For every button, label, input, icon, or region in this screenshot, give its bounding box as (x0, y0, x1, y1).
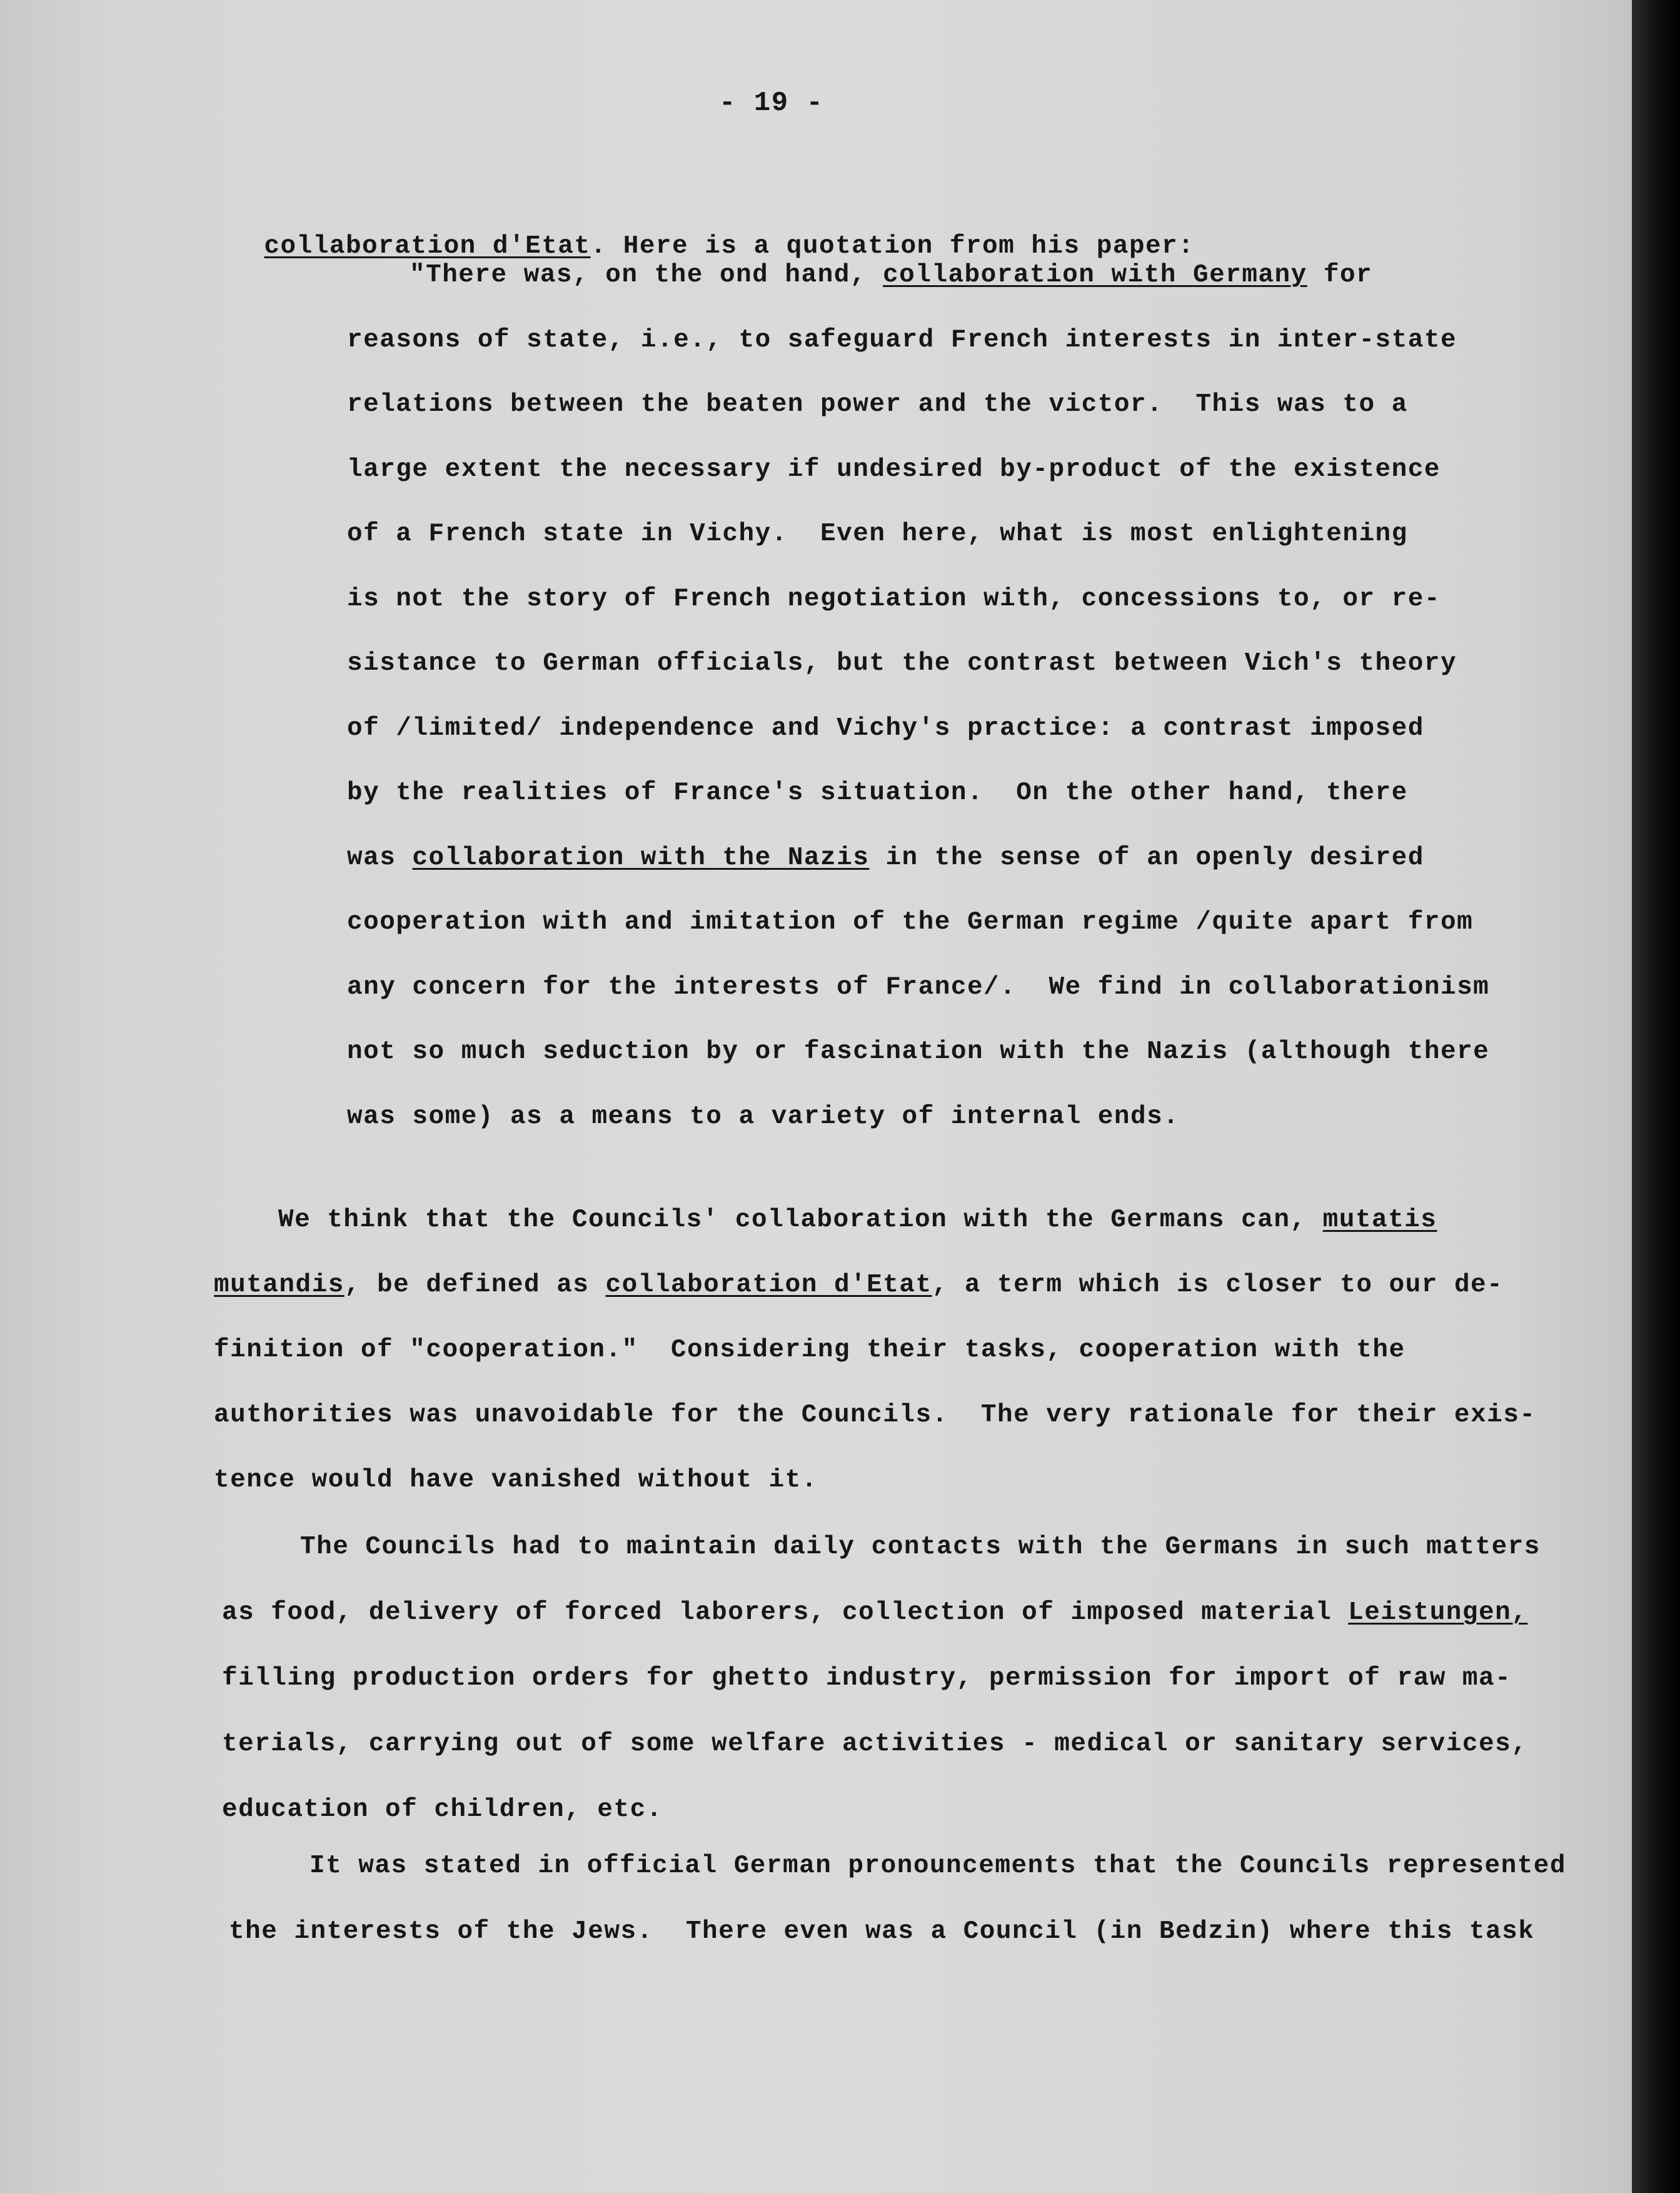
quote-line (347, 775, 1408, 810)
text-run: in the sense of an openly desired (869, 843, 1424, 872)
page-number: - 19 - (719, 88, 824, 119)
text-run: relations between the beaten power and the victor. This was to a (347, 390, 1408, 419)
scan-edge (1632, 0, 1680, 2193)
text-run: the interests of the Jews. There even was a Council (in Bedzin) where this task (229, 1917, 1535, 1946)
text-run: was (347, 843, 413, 872)
para1-line (214, 1398, 1536, 1433)
quote-line (347, 970, 1489, 1005)
text-run: sistance to German officials, but the contrast between Vich's theory (347, 649, 1457, 678)
quote-line (347, 452, 1441, 487)
text-run: was some) as a means to a variety of internal ends. (347, 1102, 1180, 1131)
text-run: "There was, on the ond hand, (410, 261, 883, 290)
text-run: We think that the Councils' collaboration with the Germans can, (278, 1206, 1323, 1234)
quote-line (347, 646, 1457, 681)
underlined-text: collaboration d'Etat (605, 1271, 932, 1299)
quote-line (410, 258, 1372, 293)
text-run: by the realities of France's situation. On the other hand, there (347, 779, 1408, 807)
text-run: of a French state in Vichy. Even here, what is most enlightening (347, 520, 1408, 548)
para2-line (222, 1661, 1511, 1696)
para2-line (222, 1792, 663, 1827)
quote-line (347, 323, 1457, 358)
text-run: education of children, etc. (222, 1795, 663, 1824)
para1-line (214, 1333, 1406, 1368)
underlined-text: mutatis (1322, 1206, 1437, 1234)
intro-line (199, 194, 1195, 261)
para1-line (278, 1202, 1437, 1238)
para1-line (214, 1463, 818, 1498)
para1-line (214, 1268, 1503, 1303)
text-run: any concern for the interests of France/. We find in collaborationism (347, 972, 1490, 1002)
quote-line (347, 1099, 1179, 1134)
text-run: reasons of state, i.e., to safeguard French interests in inter-state (347, 325, 1457, 355)
text-run: of /limited/ independence and Vichy's practice: a contrast imposed (347, 713, 1424, 743)
text-run: filling production orders for ghetto industry, permission for import of raw ma- (222, 1664, 1512, 1693)
text-run: , a term which is closer to our de- (932, 1271, 1504, 1299)
underlined-text: Leistungen, (1348, 1598, 1528, 1627)
underlined-text: mutandis (214, 1271, 345, 1299)
para2-line (222, 1727, 1527, 1762)
intro-rest: . Here is a quotation from his paper: (590, 232, 1195, 261)
text-run: finition of "cooperation." Considering their tasks, cooperation with the (214, 1336, 1406, 1364)
para3-line (309, 1848, 1566, 1883)
text-run: authorities was unavoidable for the Councils. The very rationale for their exis- (214, 1401, 1536, 1429)
quote-line (347, 711, 1424, 746)
quote-line (347, 517, 1408, 552)
para2-line (222, 1595, 1527, 1630)
para3-line (229, 1914, 1534, 1949)
quote-line (347, 840, 1424, 875)
text-run: terials, carrying out of some welfare activities - medical or sanitary services, (222, 1730, 1528, 1758)
text-run: The Councils had to maintain daily contacts with the Germans in such matters (300, 1533, 1541, 1561)
text-run: cooperation with and imitation of the German regime /quite apart from (347, 908, 1474, 937)
underlined-text: collaboration with the Nazis (412, 843, 870, 872)
text-run: , be defined as (344, 1271, 606, 1299)
underlined-text: collaboration with Germany (883, 261, 1307, 290)
quote-line (347, 905, 1473, 940)
quote-line (347, 387, 1408, 422)
text-run: It was stated in official German pronouncements that the Councils represented (309, 1852, 1567, 1880)
text-run: as food, delivery of forced laborers, collection of imposed material (222, 1598, 1349, 1627)
text-run: for (1307, 261, 1373, 290)
para2-line (300, 1530, 1541, 1565)
text-run: not so much seduction by or fascination with the Nazis (although there (347, 1037, 1490, 1066)
intro-underlined: collaboration d'Etat (264, 232, 591, 261)
quote-line (347, 1034, 1489, 1069)
text-run: tence would have vanished without it. (214, 1466, 818, 1495)
text-run: large extent the necessary if undesired by-product of the existence (347, 455, 1441, 484)
quote-line (347, 582, 1441, 617)
text-run: is not the story of French negotiation with, concessions to, or re- (347, 584, 1441, 613)
